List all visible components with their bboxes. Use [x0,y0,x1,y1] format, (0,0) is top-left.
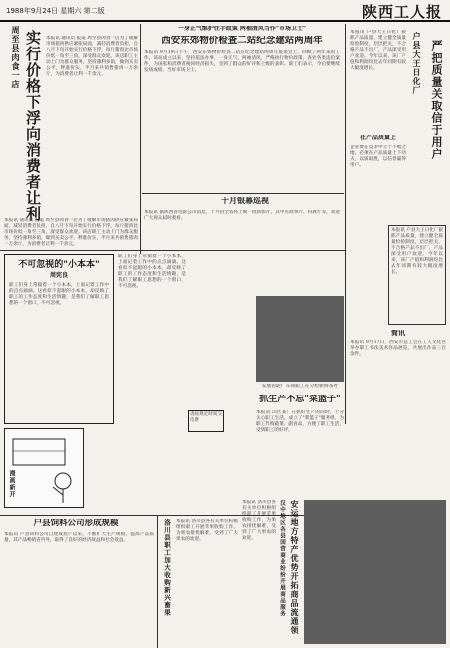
right-column-title: 在产品质量上 [359,135,396,141]
essay-author: 周宪良 [49,271,68,279]
short-right-headline: 简讯 [391,330,405,337]
ticket-body: 本报讯 山区某厂在抓好生产的同时，十分关心职工生活，成立了"菜篮子"服务组，为职工代购蔬菜、副食品，方便了职工生活，受到职工的好评。 [256,410,344,433]
bottom-headline-2: 汉中地区各县国营商业纷纷开展商品服务 [279,500,285,617]
essay-continuation: 职工们身上常揣着一个小本本，上面记着工作中的点点滴滴。这看似不起眼的小本本，却反映了职工的工作态度和生活情趣，是我们了解职工思想的一个窗口，不可忽视。 [118,254,186,289]
bottom-photo [304,500,446,644]
bottom-body-2: 本报讯 洛川县各有关单位积极组织职工开展苹果收购工作，为果农排忧解难，受到了广大果农的欢迎。 [242,500,276,541]
bottom-headline: 洛川县职工加大收购新兴畜果 [163,519,171,617]
left-kicker: 周至县肉食一店 [11,26,20,89]
right-boxed-note: 本报讯 户县大王日化厂狠抓产品质量，建立健全质量检验制度，层层把关，不合格产品不出厂，产品深受用户欢迎。今年以来，该厂产值和利润均比去年同期有较大幅度增长。 [388,225,446,325]
left-article-body-2: 本报讯 通讯员 报道 周至县肉食一店为了缓解市场猪肉供应紧张局面，减轻消费者负担，自八月下旬开始实行价格下浮，每斤猪肉比市场价低一角至三角，深受群众欢迎。该店职工主动上门为群众服务，坚持薄利多销，做到买卖公平，秤准价实，半月来共销售猪肉一万余斤，为消费者让利一千余元。 [4,218,138,246]
factory-note-headline: 户县饲料公司形成规模 [33,519,119,528]
left-article-body: 本报讯 通讯员 报道 周至县肉食一店为了缓解市场猪肉供应紧张局面，减轻消费者负担，自八月下旬开始实行价格下浮，每斤猪肉比市场价低一角至三角，深受群众欢迎。该店职工主动上门为群众服务，坚持薄利多销，做到买卖公平，秤准价实，半月来共销售猪肉一万余斤，为消费者让利一千余元。 [46,36,138,77]
date-line: 1988年9月24日 星期六 第二版 [6,7,105,15]
short-right-body: 本报讯 9月17日，西安市总工会在工人文化宫举办职工书法美术作品展览，共展出作品三百余件。 [350,340,446,357]
center-headline: 西安东郊物价检查二站纪念建站两周年 [161,36,323,46]
masthead: 陕西工人报 [361,3,442,21]
cartoon-drawing [5,429,84,508]
factory-photo [256,296,344,382]
cartoon-illustration [4,428,84,508]
right-headline: 严把质量关取信于用户 [430,40,443,160]
center-article-body: 本报讯 9月19日下午，西安东郊物价检查二站在纪念建站两周年座谈会上，回顾了两年来的工作。该站成立以来，坚持依法办事，一身正气，两袖清风，严格执行物价政策，查处各类违价案件，为国家和消费者挽回经济损失，受到了群众的好评和上级的表彰。职工们表示，今后要继续发扬成绩，当好市场卫士。 [144,50,340,73]
left-headline: 实行价格下浮向消费者让利 [24,30,42,222]
cartoon-stamp: 请按规定时间交电费 [188,410,224,432]
photo-caption: 安康齿轮厂车间职工在分检新鲜茶叶 [261,384,339,389]
notice-body: 本报讯 据陕西省电影公司消息，十月份全省将上映一批新影片，其中有故事片、科教片等，欢迎广大观众届时观看。 [144,210,340,221]
right-column-body: 企业要在竞争中立于不败之地，必须在产品质量上下功夫，以质取胜，以信誉赢得用户。 [350,145,406,168]
essay-headline: 不可忽视的"小本本" [18,260,100,270]
ticket-headline: 抓生产不忘"菜篮子" [259,395,341,404]
right-kicker: 户县大王日化厂 [412,32,421,95]
right-article-body: 本报讯 户县大王日化厂狠抓产品质量，建立健全质量检验制度，层层把关，不合格产品不出厂，产品深受用户欢迎。今年以来，该厂产值和利润均比去年同期有较大幅度增长。 [350,30,406,71]
cartoon-label: 漫画新开 [8,470,15,498]
bottom-headline-3: 安运地方特产优势开拓商品流通领 [290,500,299,635]
essay-box [4,254,114,424]
essay-body: 职工们身上常揣着一个小本本，上面记着工作中的点点滴滴。这看似不起眼的小本本，却反映了职工的工作态度和生活情趣，是我们了解职工思想的一个窗口，不可忽视。 [9,283,109,307]
notice-headline: 十月银幕巡视 [221,197,269,205]
center-kicker: 一身正气维护住手政策 两袖清风当作"市场卫士" [177,26,307,32]
factory-note-body: 本报讯 户县饲料公司自建成投产以来，不断扩大生产规模，提高产品质量，其产品畅销省内外，取得了良好的经济效益和社会效益。 [4,532,154,543]
bottom-body: 本报讯 洛川县各有关单位积极组织职工开展苹果收购工作，为果农排忧解难，受到了广大果农的欢迎。 [176,519,238,542]
page-header [0,0,450,22]
